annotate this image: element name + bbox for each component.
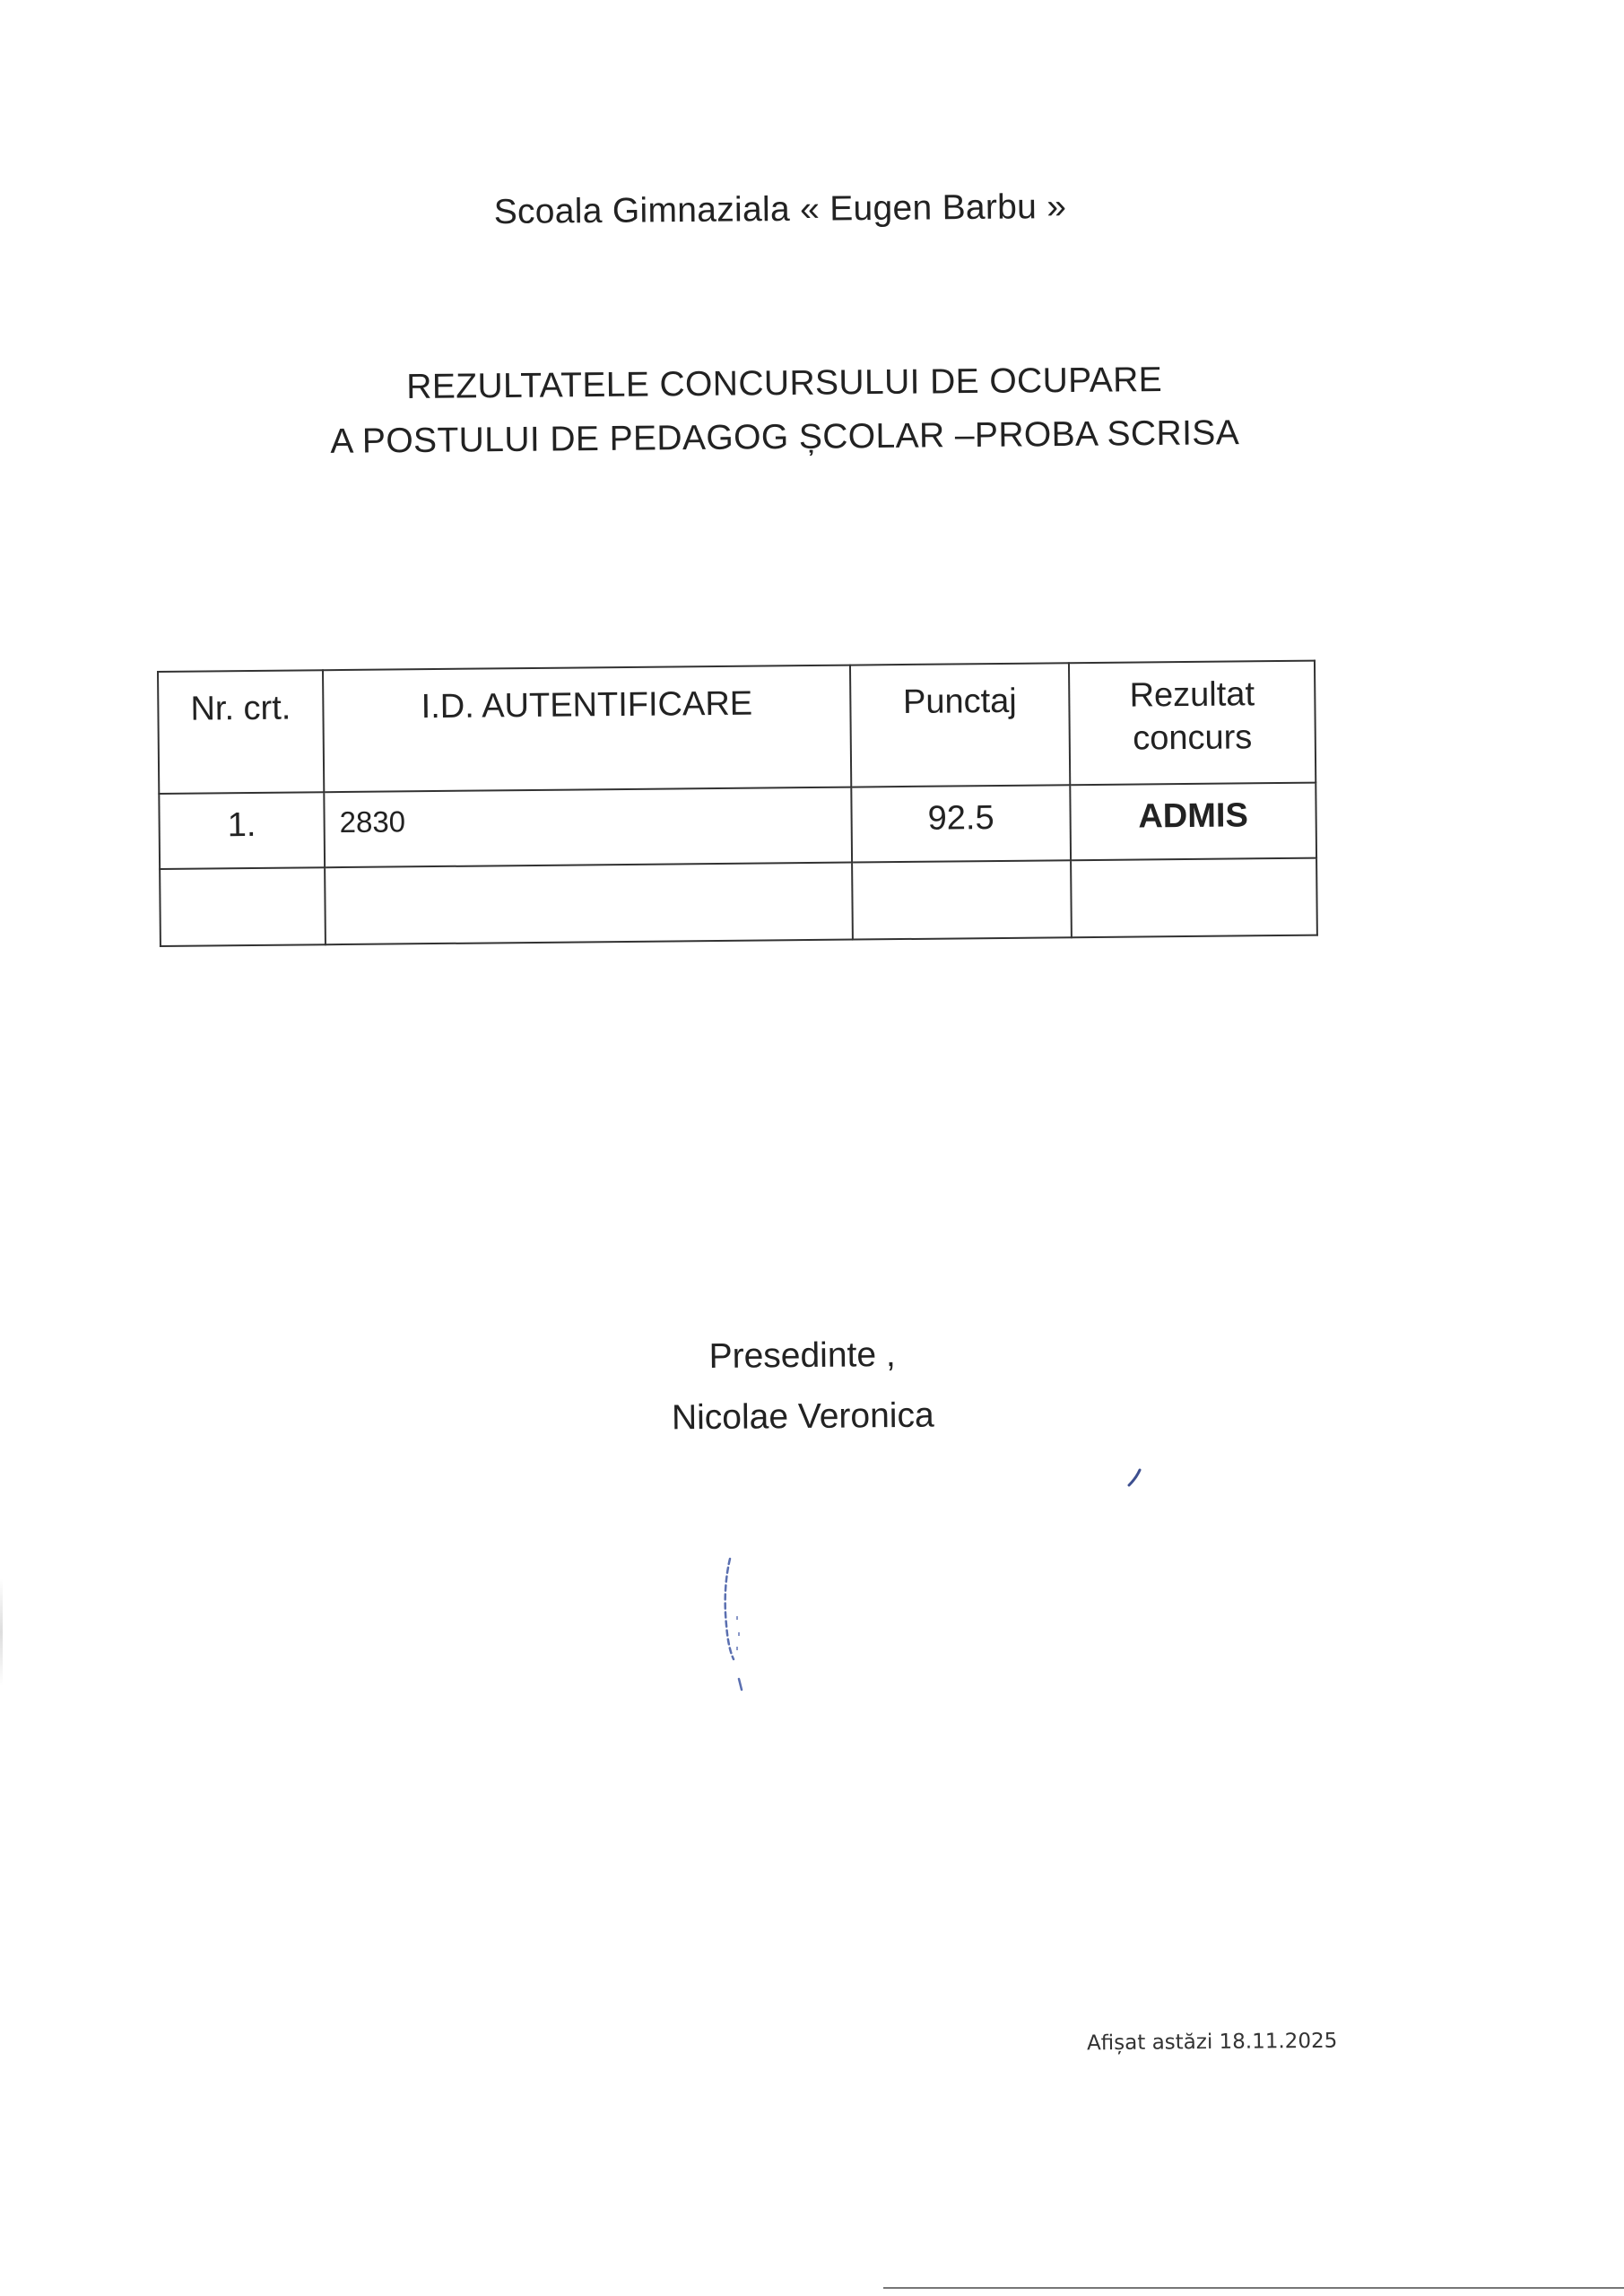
signature-name: Nicolae Veronica xyxy=(671,1396,934,1438)
results-table-wrapper xyxy=(157,660,1316,947)
table-row xyxy=(159,783,1316,869)
posted-date: Afișat astăzi 18.11.2025 xyxy=(1086,2029,1338,2056)
cell-id xyxy=(325,863,853,945)
cell-rezultat: ADMIS xyxy=(1070,783,1316,861)
header-rezultat-line-2: concurs xyxy=(1133,718,1253,758)
document-title xyxy=(0,350,1570,473)
title-line-2: A POSTULUI DE PEDAGOG ȘCOLAR –PROBA SCRISA xyxy=(330,413,1240,461)
school-name: Scoala Gimnaziala « Eugen Barbu » xyxy=(493,187,1067,232)
table-row xyxy=(160,858,1317,946)
title-line-1: REZULTATELE CONCURSULUI DE OCUPARE xyxy=(406,360,1163,407)
header-id-autentificare: I.D. AUTENTIFICARE xyxy=(323,665,851,793)
header-punctaj: Punctaj xyxy=(850,663,1070,787)
pen-tick-mark xyxy=(1125,1467,1143,1489)
cell-punctaj: 92.5 xyxy=(851,785,1071,862)
scan-edge-shadow xyxy=(0,1578,3,1686)
header-rezultat-line-1: Rezultat xyxy=(1129,675,1255,715)
cell-rezultat xyxy=(1071,858,1317,938)
scan-bottom-edge xyxy=(883,2287,1624,2289)
cell-nr xyxy=(160,867,326,946)
header-rezultat-concurs xyxy=(1069,661,1316,786)
results-table xyxy=(157,660,1318,947)
header-nr-crt: Nr. crt. xyxy=(158,670,324,794)
cell-nr: 1. xyxy=(159,792,325,869)
table-header-row xyxy=(158,661,1316,794)
handwritten-signature-mark xyxy=(717,1553,753,1706)
signature-block xyxy=(0,1318,1606,1455)
signature-role: Presedinte , xyxy=(708,1335,896,1376)
cell-id: 2830 xyxy=(324,787,852,868)
cell-punctaj xyxy=(852,860,1072,939)
